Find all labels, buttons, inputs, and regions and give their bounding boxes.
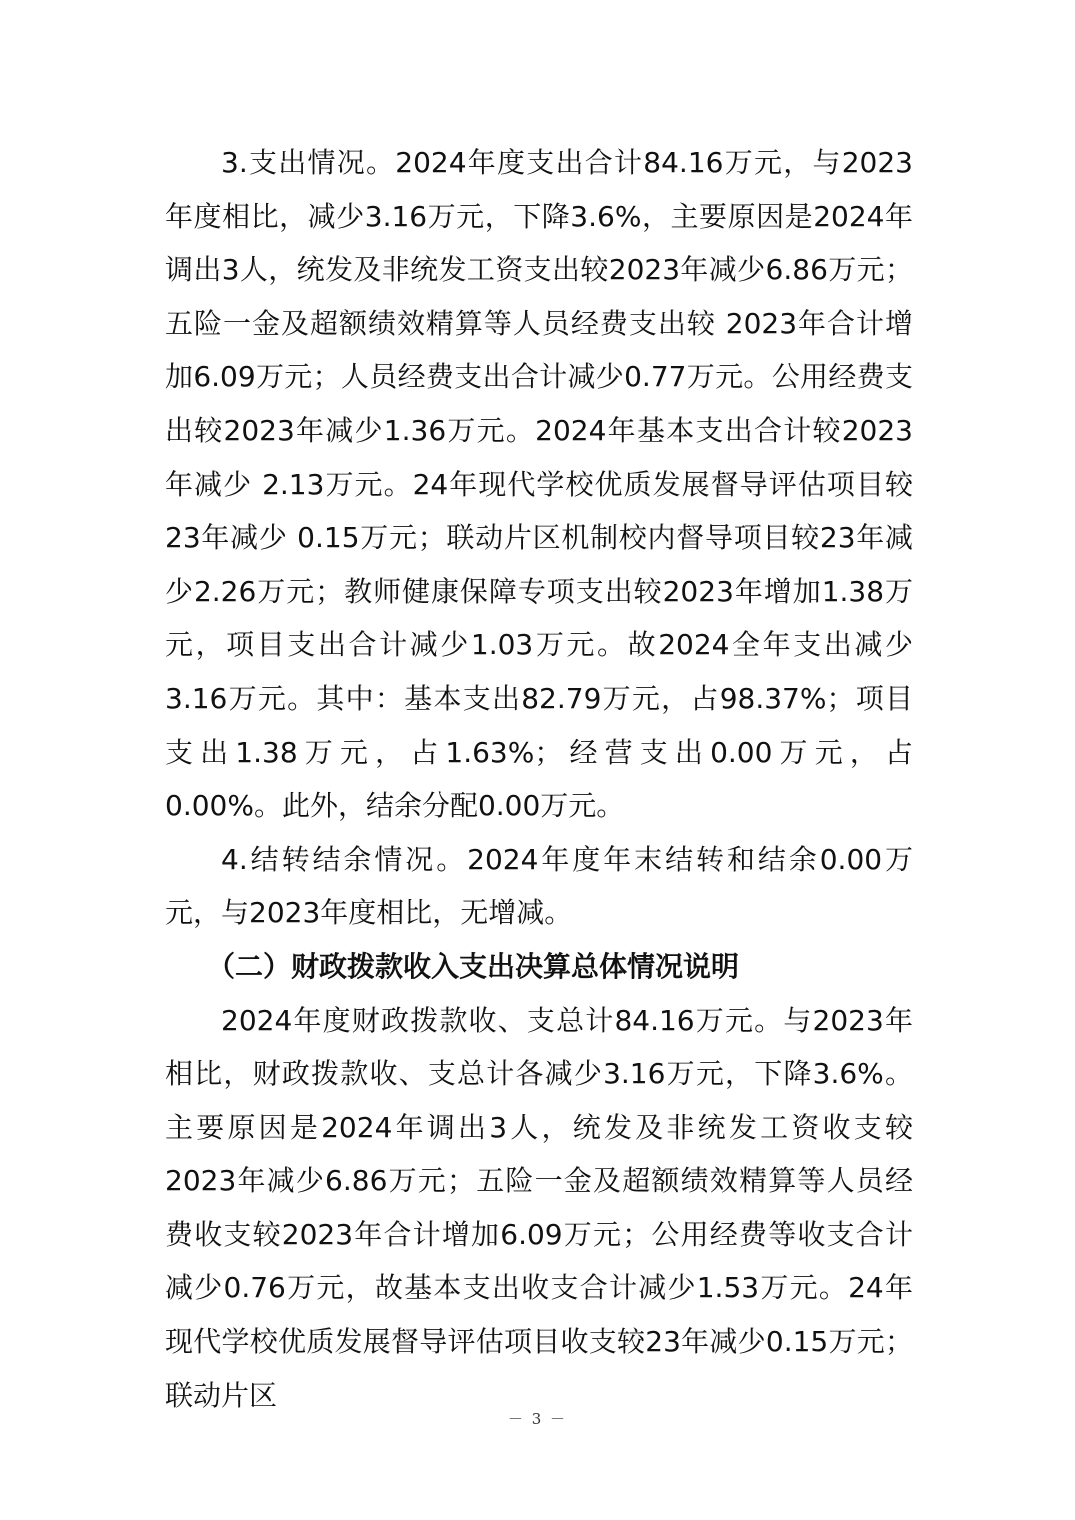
subheading-carryover: 4.结转结余情况。	[221, 842, 468, 876]
paragraph-carryover-text: 2024年度年末结转和结余0.00万元，与2023年度相比，无增减。	[165, 842, 914, 930]
section-heading-text: （二）财政拨款收入支出决算总体情况说明	[207, 949, 740, 983]
subheading-expenditure: 3.支出情况。	[221, 146, 396, 179]
paragraph-expenditure	[165, 136, 913, 833]
paragraph-fiscal-appropriation	[165, 994, 913, 1423]
section-heading	[165, 940, 913, 994]
document-body	[165, 136, 913, 1422]
paragraph-carryover	[165, 833, 913, 940]
page-number: － 3 －	[507, 1410, 568, 1428]
paragraph-expenditure-text: 2024年度支出合计84.16万元，与2023年度相比，减少3.16万元，下降3.6%，主要原因是2024年调出3人，统发及非统发工资支出较2023年减少6.86万元；五险一金及超额绩效精算等人员经费支出较 2023年合计增加6.09万元；人员经费支出合计减少0.77万元。公用经费支出较2023年减少1.36万元。2024年基本支出合计较2023年减少 2.13万元。24年现代学校优质发展督导评估项目较23年减少 0.15万元；联动片区机制校内督导项目较23年减少2.26万元；教师健康保障专项支出较2023年增加1.38万元，项目支出合计减少1.03万元。故2024全年支出减少3.16万元。其中：基本支出82.79万元，占98.37%；项目支出1.38万元，占1.63%；经营支出0.00万元，占0.00%。此外，结余分配0.00万元。	[165, 146, 913, 823]
paragraph-fiscal-appropriation-text: 2024年度财政拨款收、支总计84.16万元。与2023年相比，财政拨款收、支总计各减少3.16万元，下降3.6%。主要原因是2024年调出3人，统发及非统发工资收支较2023年减少6.86万元；五险一金及超额绩效精算等人员经费收支较2023年合计增加6.09万元；公用经费等收支合计减少0.76万元，故基本支出收支合计减少1.53万元。24年现代学校优质发展督导评估项目收支较23年减少0.15万元；联动片区	[165, 1003, 913, 1412]
